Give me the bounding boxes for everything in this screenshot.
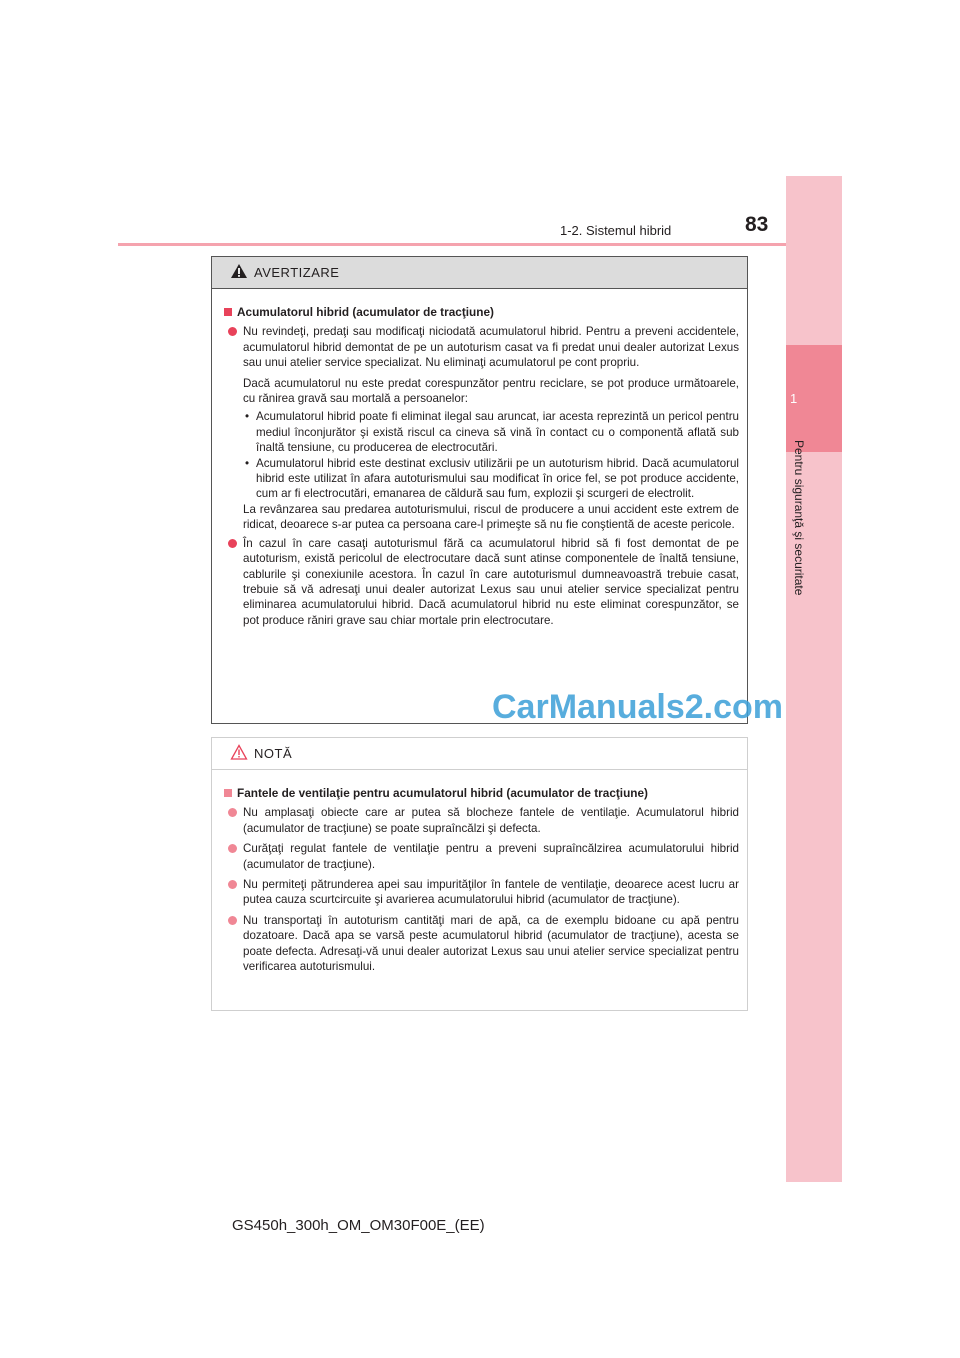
paragraph: La revânzarea sau predarea autoturismului, riscul de producere a unui accident este extrem de ridicat, deoarece s-ar putea ca persoana care-l primeşte să nu fie conştientă de aceste pericole. [243, 502, 739, 532]
bullet-dot-icon [228, 916, 237, 925]
list-item [224, 324, 739, 370]
page-number: 83 [745, 213, 769, 236]
bullet-dot-icon [228, 808, 237, 817]
warning-header [212, 257, 747, 289]
chapter-number: 1 [790, 391, 798, 406]
list-item-text: Curăţaţi regulat fantele de ventilaţie pentru a preveni supraîncălzirea acumulatorului hibrid (acumulator de tracţiune). [243, 842, 739, 871]
watermark: CarManuals2.com [492, 688, 783, 726]
notice-heading-text: Fantele de ventilaţie pentru acumulatorul hibrid (acumulator de tracţiune) [237, 786, 648, 800]
bullet-dot-icon [228, 880, 237, 889]
list-item-text: Nu amplasaţi obiecte care ar putea să blocheze fantele de ventilaţie. Acumulatorul hibrid (acumulator de tracţiune) se poate supraîncălzi şi defecta. [243, 806, 739, 835]
sub-item [224, 409, 739, 455]
bullet-dot-icon [228, 844, 237, 853]
notice-heading [224, 786, 739, 801]
paragraph: Dacă acumulatorul nu este predat corespunzător pentru reciclare, se pot produce următoarele, cu rănirea gravă sau mortală a persoanelor: [243, 376, 739, 406]
list-item-text: În cazul în care casaţi autoturismul fără ca acumulatorul hibrid să fi fost demontat de pe autoturism, există pericolul de electrocutare dacă sunt atinse componentele de înaltă tensiune, cablurile şi conexiunile acestora. În cazul în care autoturismul dumneavoastră trebuie casat, trebuie să vă adresaţi unui dealer autorizat Lexus sau unui atelier service specializat pentru eliminarea acumulatorului hibrid. Dacă acumulatorul hibrid nu este eliminat corespunzător, se pot produce răniri grave sau chiar mortale prin electrocutare. [243, 536, 739, 627]
footer-code: GS450h_300h_OM_OM30F00E_(EE) [232, 1217, 485, 1234]
list-item [224, 805, 739, 836]
list-item-text: Nu revindeţi, predaţi sau modificaţi niciodată acumulatorul hibrid. Pentru a preveni accidentele, acumulatorul hibrid demontat de pe un autoturism casat va fi predat unui dealer autorizat Lexus sau unui atelier service specializat. Nu eliminaţi acumulatorul pe cont propriu. [243, 325, 739, 370]
sub-item [224, 456, 739, 502]
sub-bullet-icon: • [245, 410, 250, 424]
sub-item-text: Acumulatorul hibrid este destinat exclusiv utilizării pe un autoturism hibrid. Dacă acumulatorul hibrid este utilizat în afara autoturismului sau modificat în orice fel, se pot produce accidente, cum ar fi electrocutări, emanarea de căldură sau fum, explozii şi scurgeri de electrolit. [256, 456, 739, 501]
notice-box [211, 737, 748, 1011]
square-bullet-icon [224, 308, 232, 316]
warning-content [212, 289, 747, 628]
notice-content [212, 770, 747, 974]
notice-header [212, 738, 747, 770]
list-item-text: Nu permiteţi pătrunderea apei sau impurităţilor în fantele de ventilaţie, deoarece acest lucru ar putea cauza scurtcircuite şi avarierea acumulatorului hibrid (acumulator de tracţiune). [243, 878, 739, 907]
list-item [224, 913, 739, 975]
bullet-dot-icon [228, 327, 237, 336]
warning-triangle-icon [230, 263, 248, 279]
warning-heading [224, 305, 739, 320]
notice-triangle-icon [230, 744, 248, 760]
sub-item-text: Acumulatorul hibrid poate fi eliminat ilegal sau aruncat, iar acesta reprezintă un pericol pentru mediul înconjurător şi există riscul ca cineva să vină în contact cu o componentă aflată sub înaltă tensiune, cu producerea de electrocutări. [256, 410, 739, 455]
bullet-dot-icon [228, 539, 237, 548]
header-rule [118, 243, 786, 246]
notice-label: NOTĂ [254, 746, 293, 761]
list-item [224, 536, 739, 628]
warning-label: AVERTIZARE [254, 265, 340, 280]
warning-heading-text: Acumulatorul hibrid (acumulator de tracţiune) [237, 305, 494, 319]
warning-box [211, 256, 748, 724]
chapter-title: Pentru siguranţă şi securitate [792, 440, 806, 596]
square-bullet-icon [224, 789, 232, 797]
sub-bullet-icon: • [245, 456, 250, 470]
list-item [224, 877, 739, 908]
section-title: 1-2. Sistemul hibrid [560, 223, 672, 238]
side-band [786, 176, 842, 1182]
list-item-text: Nu transportaţi în autoturism cantităţi mari de apă, ca de exemplu bidoane cu apă pentru dozatoare. Dacă apa se varsă peste acumulatorul hibrid (acumulator de tracţiune), acesta se poate defecta. Adresaţi-vă unui dealer autorizat Lexus sau unui atelier service specializat pentru verificarea autoturismului. [243, 913, 739, 974]
list-item [224, 841, 739, 872]
